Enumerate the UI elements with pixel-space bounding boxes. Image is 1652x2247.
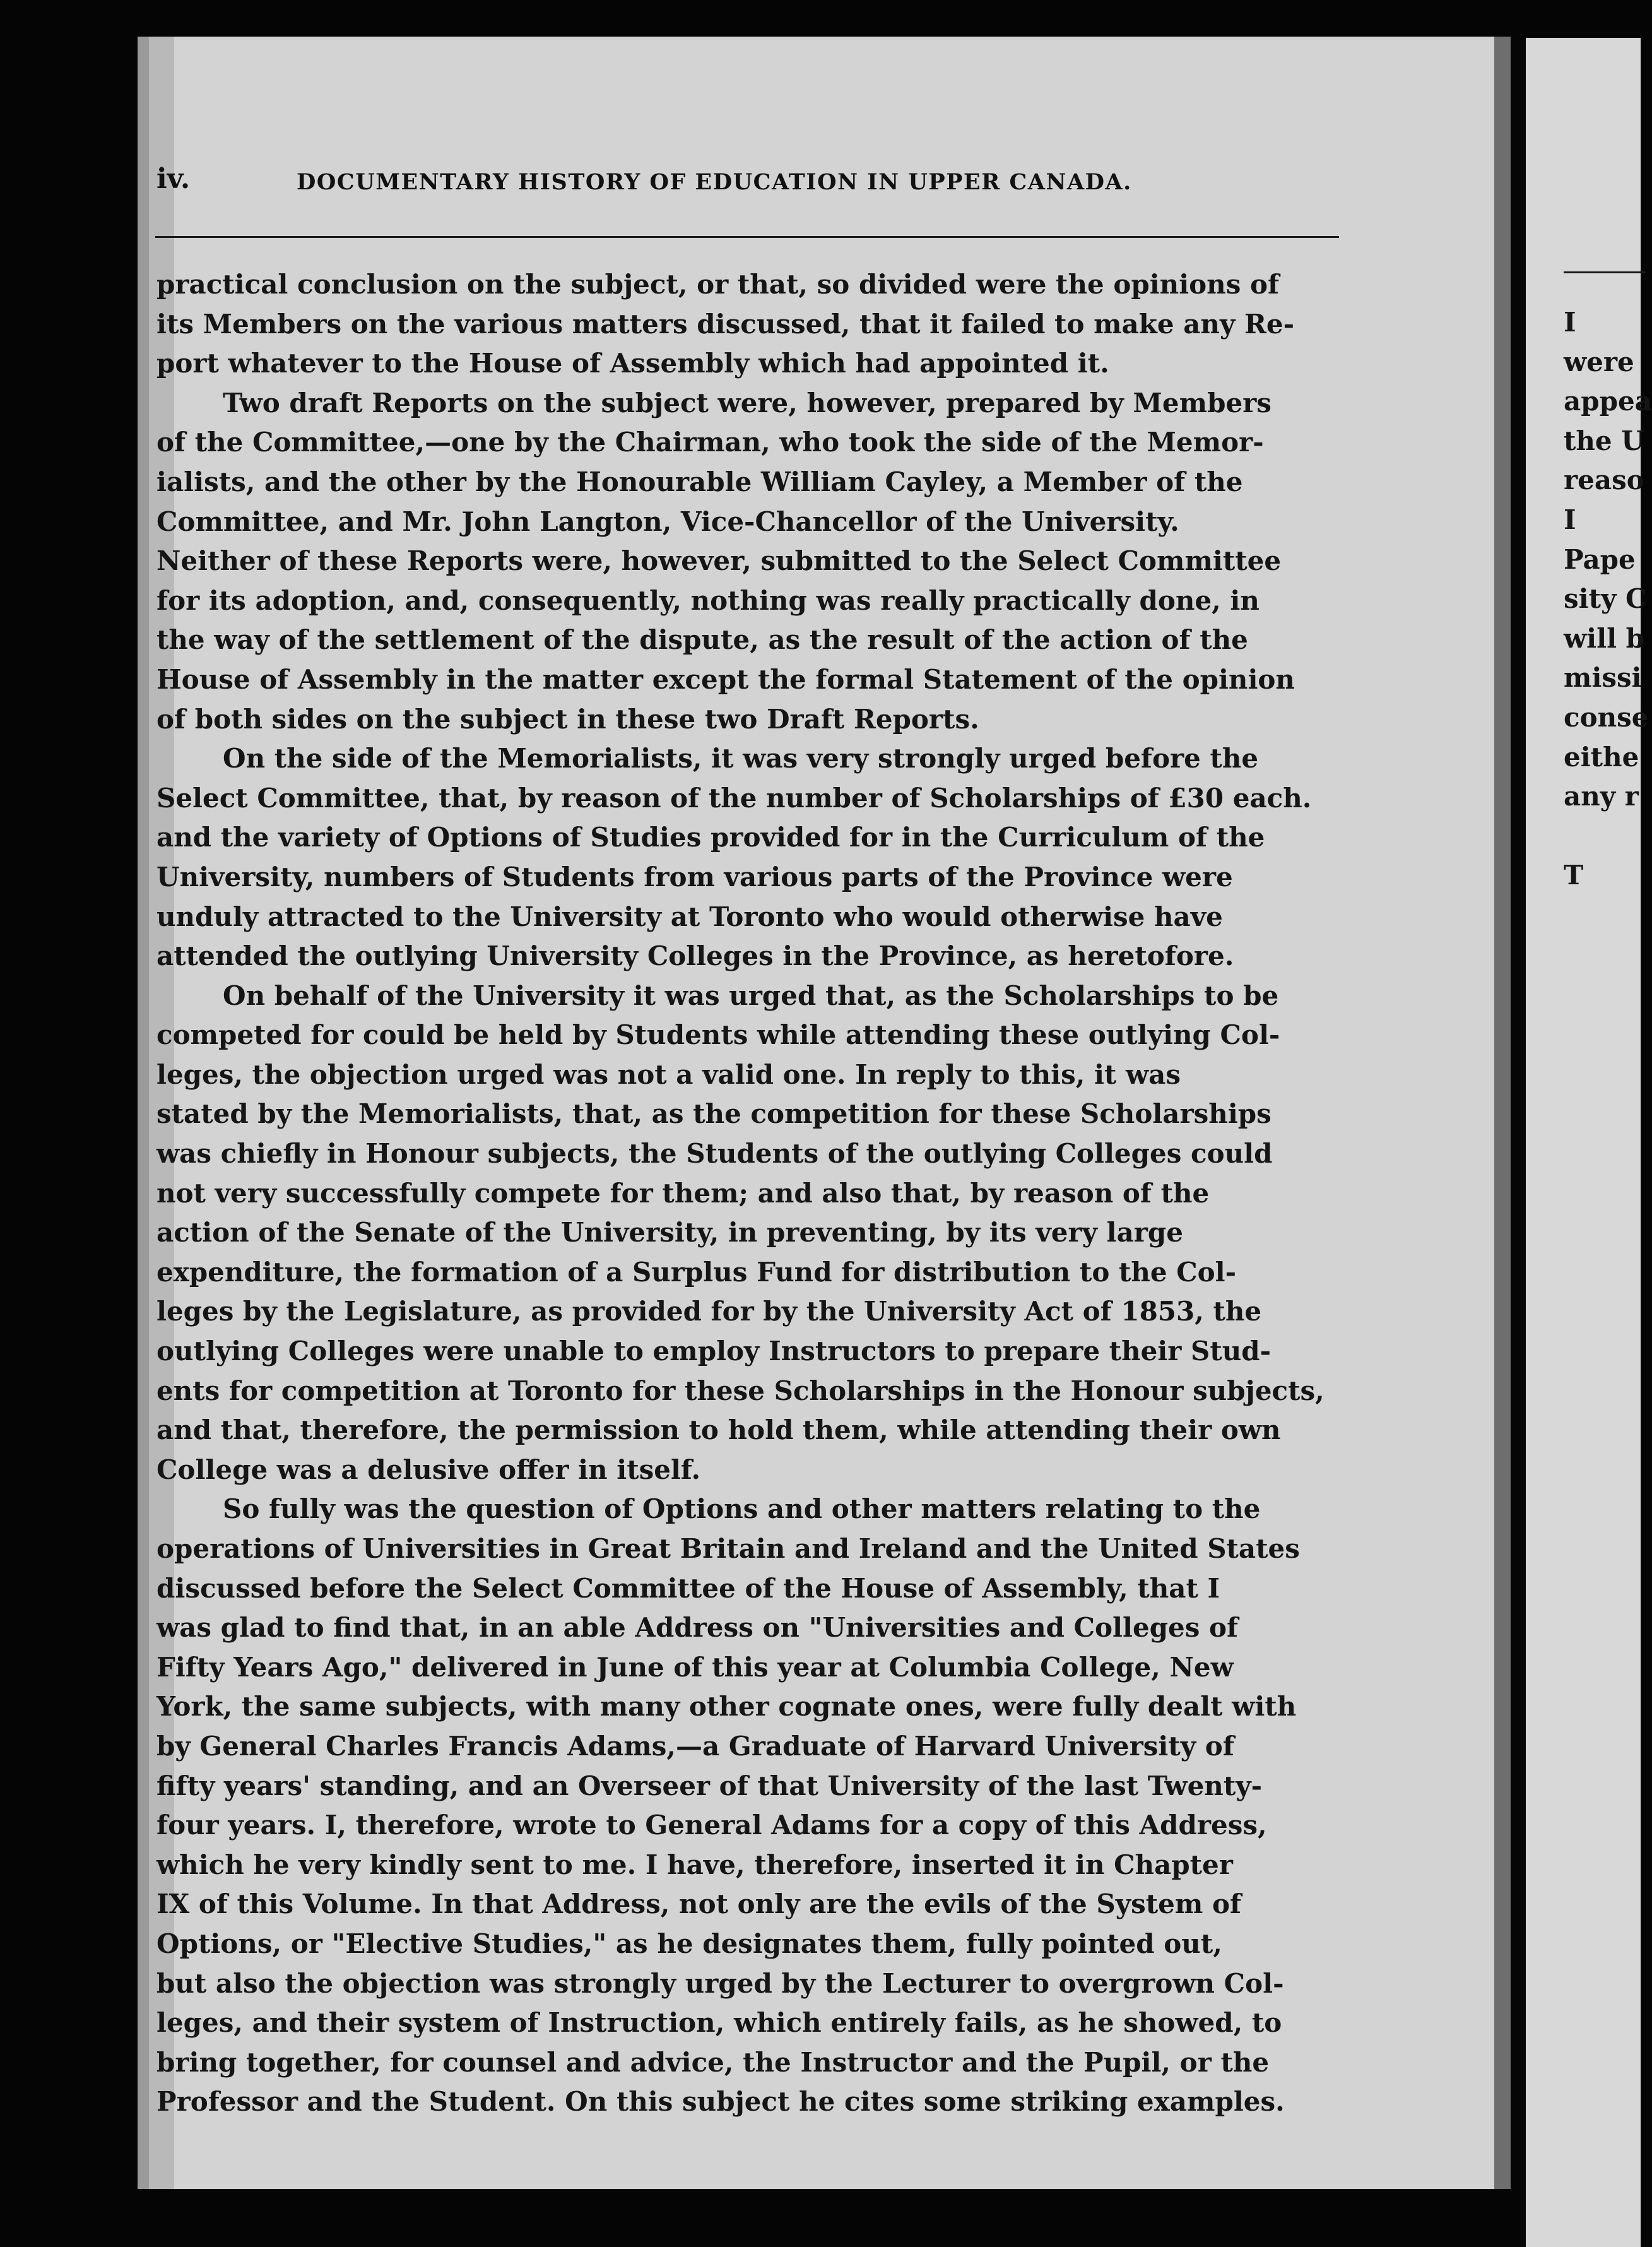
text-line: was chiefly in Honour subjects, the Students of the outlying Colleges could	[156, 1138, 1273, 1170]
body-text	[156, 265, 1325, 2122]
text-line: operations of Universities in Great Britain and Ireland and the United States	[156, 1533, 1300, 1564]
text-line: Professor and the Student. On this subject he cites some striking examples.	[156, 2086, 1285, 2118]
text-line: So fully was the question of Options and other matters relating to the	[223, 1493, 1261, 1525]
text-line: which he very kindly sent to me. I have, therefore, inserted it in Chapter	[156, 1849, 1233, 1880]
text-line: and that, therefore, the permission to hold them, while attending their own	[156, 1414, 1281, 1446]
adjacent-text-line: appea	[1564, 386, 1652, 417]
text-line: attended the outlying University Colleges in the Province, as heretofore.	[156, 940, 1234, 972]
page-gutter	[1494, 37, 1511, 2189]
adjacent-text-line	[1564, 817, 1652, 857]
adjacent-text-line: Pape	[1564, 543, 1636, 575]
adjacent-text-line: eithe	[1564, 741, 1639, 773]
adjacent-text-line: I	[1564, 307, 1576, 338]
text-line: practical conclusion on the subject, or that, so divided were the opinions of	[156, 269, 1280, 300]
text-line: On the side of the Memorialists, it was very strongly urged before the	[223, 743, 1259, 774]
text-line: discussed before the Select Committee of the House of Assembly, that I	[156, 1572, 1220, 1604]
text-line: expenditure, the formation of a Surplus Fund for distribution to the Col-	[156, 1256, 1237, 1288]
text-line: ents for competition at Toronto for these Scholarships in the Honour subjects,	[156, 1375, 1325, 1406]
text-line: IX of this Volume. In that Address, not only are the evils of the System of	[156, 1888, 1242, 1920]
adjacent-text-line: will b	[1564, 622, 1645, 654]
text-line: College was a delusive offer in itself.	[156, 1454, 701, 1485]
adjacent-text-line: the U	[1564, 425, 1644, 456]
adjacent-text-line: reaso	[1564, 465, 1644, 496]
text-line: port whatever to the House of Assembly which had appointed it.	[156, 348, 1109, 379]
text-line: not very successfully compete for them; and also that, by reason of the	[156, 1177, 1210, 1209]
page-header	[156, 150, 1330, 194]
adjacent-text-line: conse	[1564, 701, 1649, 733]
adjacent-header-rule	[1564, 271, 1646, 273]
adjacent-page-fragment	[1526, 38, 1652, 2247]
text-line: Select Committee, that, by reason of the number of Scholarships of £30 each.	[156, 782, 1312, 814]
text-line: York, the same subjects, with many other cognate ones, were fully dealt with	[156, 1691, 1297, 1722]
text-line: bring together, for counsel and advice, the Instructor and the Pupil, or the	[156, 2046, 1270, 2078]
text-line: Two draft Reports on the subject were, however, prepared by Members	[223, 387, 1271, 418]
text-line: On behalf of the University it was urged that, as the Scholarships to be	[223, 980, 1279, 1011]
text-line: its Members on the various matters discussed, that it failed to make any Re-	[156, 308, 1295, 340]
text-line: and the variety of Options of Studies provided for in the Curriculum of the	[156, 822, 1265, 853]
adjacent-text-line: T	[1564, 860, 1584, 891]
text-line: action of the Senate of the University, in preventing, by its very large	[156, 1217, 1184, 1248]
text-line: for its adoption, and, consequently, nothing was really practically done, in	[156, 584, 1260, 616]
text-line: of the Committee,—one by the Chairman, who took the side of the Memor-	[156, 427, 1264, 458]
text-line: fifty years' standing, and an Overseer of that University of the last Twenty-	[156, 1770, 1263, 1801]
text-line: leges by the Legislature, as provided for by the University Act of 1853, the	[156, 1296, 1262, 1327]
text-line: Committee, and Mr. John Langton, Vice-Chancellor of the University.	[156, 506, 1179, 537]
text-line: but also the objection was strongly urged by the Lecturer to overgrown Col-	[156, 1967, 1284, 1999]
text-line: stated by the Memorialists, that, as the competition for these Scholarships	[156, 1098, 1271, 1130]
text-line: Options, or "Elective Studies," as he designates them, fully pointed out,	[156, 1928, 1222, 1959]
text-line: outlying Colleges were unable to employ Instructors to prepare their Stud-	[156, 1336, 1271, 1367]
adjacent-text-line: were	[1564, 346, 1634, 377]
text-line: Neither of these Reports were, however, submitted to the Select Committee	[156, 545, 1282, 577]
text-line: ialists, and the other by the Honourable William Cayley, a Member of the	[156, 466, 1243, 497]
text-line: Fifty Years Ago," delivered in June of this year at Columbia College, New	[156, 1651, 1234, 1683]
adjacent-text-line: sity C	[1564, 583, 1647, 615]
text-line: University, numbers of Students from various parts of the Province were	[156, 861, 1233, 892]
header-rule	[155, 236, 1339, 238]
text-line: was glad to find that, in an able Address on "Universities and Colleges of	[156, 1612, 1239, 1644]
text-line: four years. I, therefore, wrote to General Adams for a copy of this Address,	[156, 1810, 1267, 1841]
text-line: competed for could be held by Students while attending these outlying Col-	[156, 1019, 1280, 1051]
page-number: iv.	[156, 163, 191, 195]
text-line: leges, the objection urged was not a valid one. In reply to this, it was	[156, 1058, 1181, 1090]
adjacent-text-line: any r	[1564, 781, 1639, 812]
text-line: by General Charles Francis Adams,—a Graduate of Harvard University of	[156, 1730, 1234, 1762]
text-line: the way of the settlement of the dispute, as the result of the action of the	[156, 624, 1248, 656]
text-line: unduly attracted to the University at Toronto who would otherwise have	[156, 901, 1223, 932]
text-line: leges, and their system of Instruction, which entirely fails, as he showed, to	[156, 2007, 1282, 2039]
adjacent-text-line: missi	[1564, 662, 1642, 694]
adjacent-page-text	[1564, 303, 1652, 896]
adjacent-text-line: I	[1564, 504, 1576, 535]
text-line: of both sides on the subject in these two Draft Reports.	[156, 703, 979, 735]
text-line: House of Assembly in the matter except the formal Statement of the opinion	[156, 663, 1295, 695]
running-title: DOCUMENTARY HISTORY OF EDUCATION IN UPPER CANADA.	[297, 169, 1132, 195]
